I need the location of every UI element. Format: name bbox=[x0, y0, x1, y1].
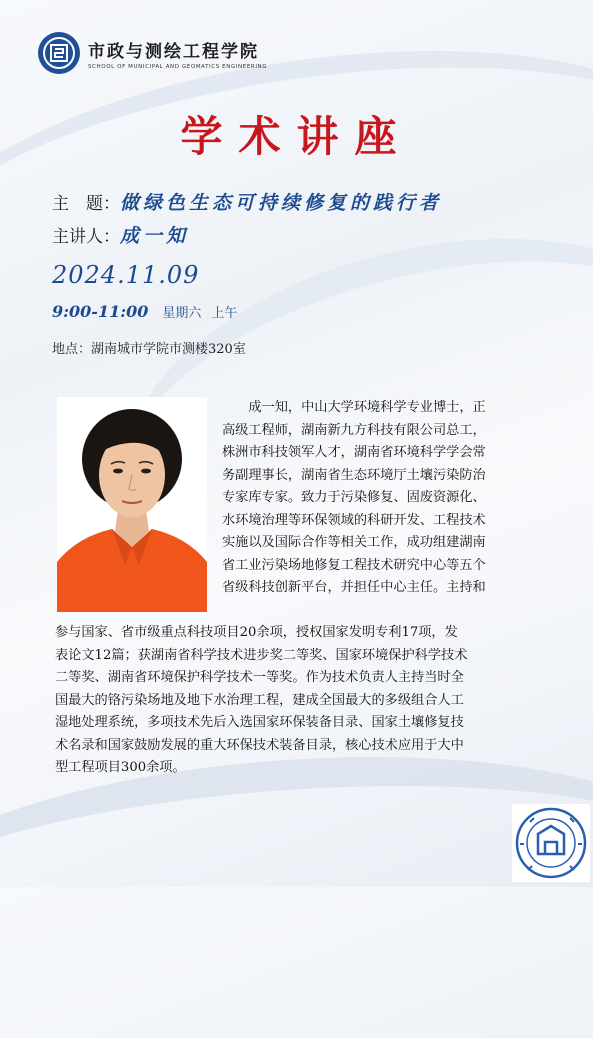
bio-line: 专家库专家。致力于污染修复、固废资源化、 bbox=[222, 490, 486, 505]
bio-line: 术名录和国家鼓励发展的重大环保技术装备目录，核心技术应用于大中 bbox=[55, 737, 464, 753]
school-name-cn: 市政与测绘工程学院 bbox=[88, 41, 259, 62]
speaker-label: 主讲人： bbox=[52, 227, 120, 247]
speaker-bio-side bbox=[222, 397, 548, 600]
weekday: 星期六 bbox=[162, 306, 202, 321]
topic-label: 主 题： bbox=[52, 194, 120, 214]
topic-row bbox=[52, 188, 442, 215]
school-logo-icon bbox=[38, 32, 80, 74]
university-seal-icon bbox=[512, 804, 590, 882]
day-period: 上午 bbox=[211, 306, 238, 321]
bio-line: 国最大的铬污染场地及地下水治理工程，建成全国最大的多级组合人工 bbox=[55, 692, 464, 708]
bio-line: 实施以及国际合作等相关工作，成功组建湖南 bbox=[222, 535, 486, 550]
speaker-row bbox=[52, 221, 189, 248]
venue: 地点：湖南城市学院市测楼320室 bbox=[52, 342, 246, 357]
bio-line: 二等奖、湖南省环境保护科学技术一等奖。作为技术负责人主持当时全 bbox=[55, 670, 464, 685]
page-title: 学术讲座 bbox=[180, 112, 413, 161]
lecture-date: 2024.11.09 bbox=[52, 261, 200, 289]
bio-line: 型工程项目300余项。 bbox=[55, 760, 186, 775]
bio-line: 湿地处理系统，多项技术先后入选国家环保装备目录、国家土壤修复技 bbox=[55, 715, 464, 730]
school-header bbox=[38, 32, 267, 74]
bio-line: 成一知，中山大学环境科学专业博士，正 bbox=[222, 400, 486, 415]
school-name-en: SCHOOL OF MUNICIPAL AND GEOMATICS ENGINEERING bbox=[88, 63, 268, 70]
topic-value: 做绿色生态可持续修复的践行者 bbox=[120, 192, 443, 214]
speaker-bio-full bbox=[55, 622, 552, 780]
bio-line: 参与国家、省市级重点科技项目20余项，授权国家发明专利17项，发 bbox=[55, 625, 458, 640]
time-range: 9:00-11:00 bbox=[52, 302, 149, 321]
bio-line: 高级工程师，湖南新九方科技有限公司总工， bbox=[222, 422, 486, 438]
bio-line: 务副理事长，湖南省生态环境厅土壤污染防治 bbox=[222, 467, 486, 483]
time-row bbox=[52, 302, 237, 321]
bio-line: 水环境治理等环保领域的科研开发、工程技术 bbox=[222, 512, 486, 528]
speaker-photo bbox=[57, 397, 207, 612]
bio-line: 省级科技创新平台，并担任中心主任。主持和 bbox=[222, 580, 486, 595]
bio-line: 株洲市科技领军人才，湖南省环境科学学会常 bbox=[222, 445, 486, 460]
speaker-name: 成一知 bbox=[120, 225, 190, 247]
bio-line: 省工业污染场地修复工程技术研究中心等五个 bbox=[222, 557, 486, 573]
bio-line: 表论文12篇；获湖南省科学技术进步奖二等奖、国家环境保护科学技术 bbox=[55, 647, 468, 663]
